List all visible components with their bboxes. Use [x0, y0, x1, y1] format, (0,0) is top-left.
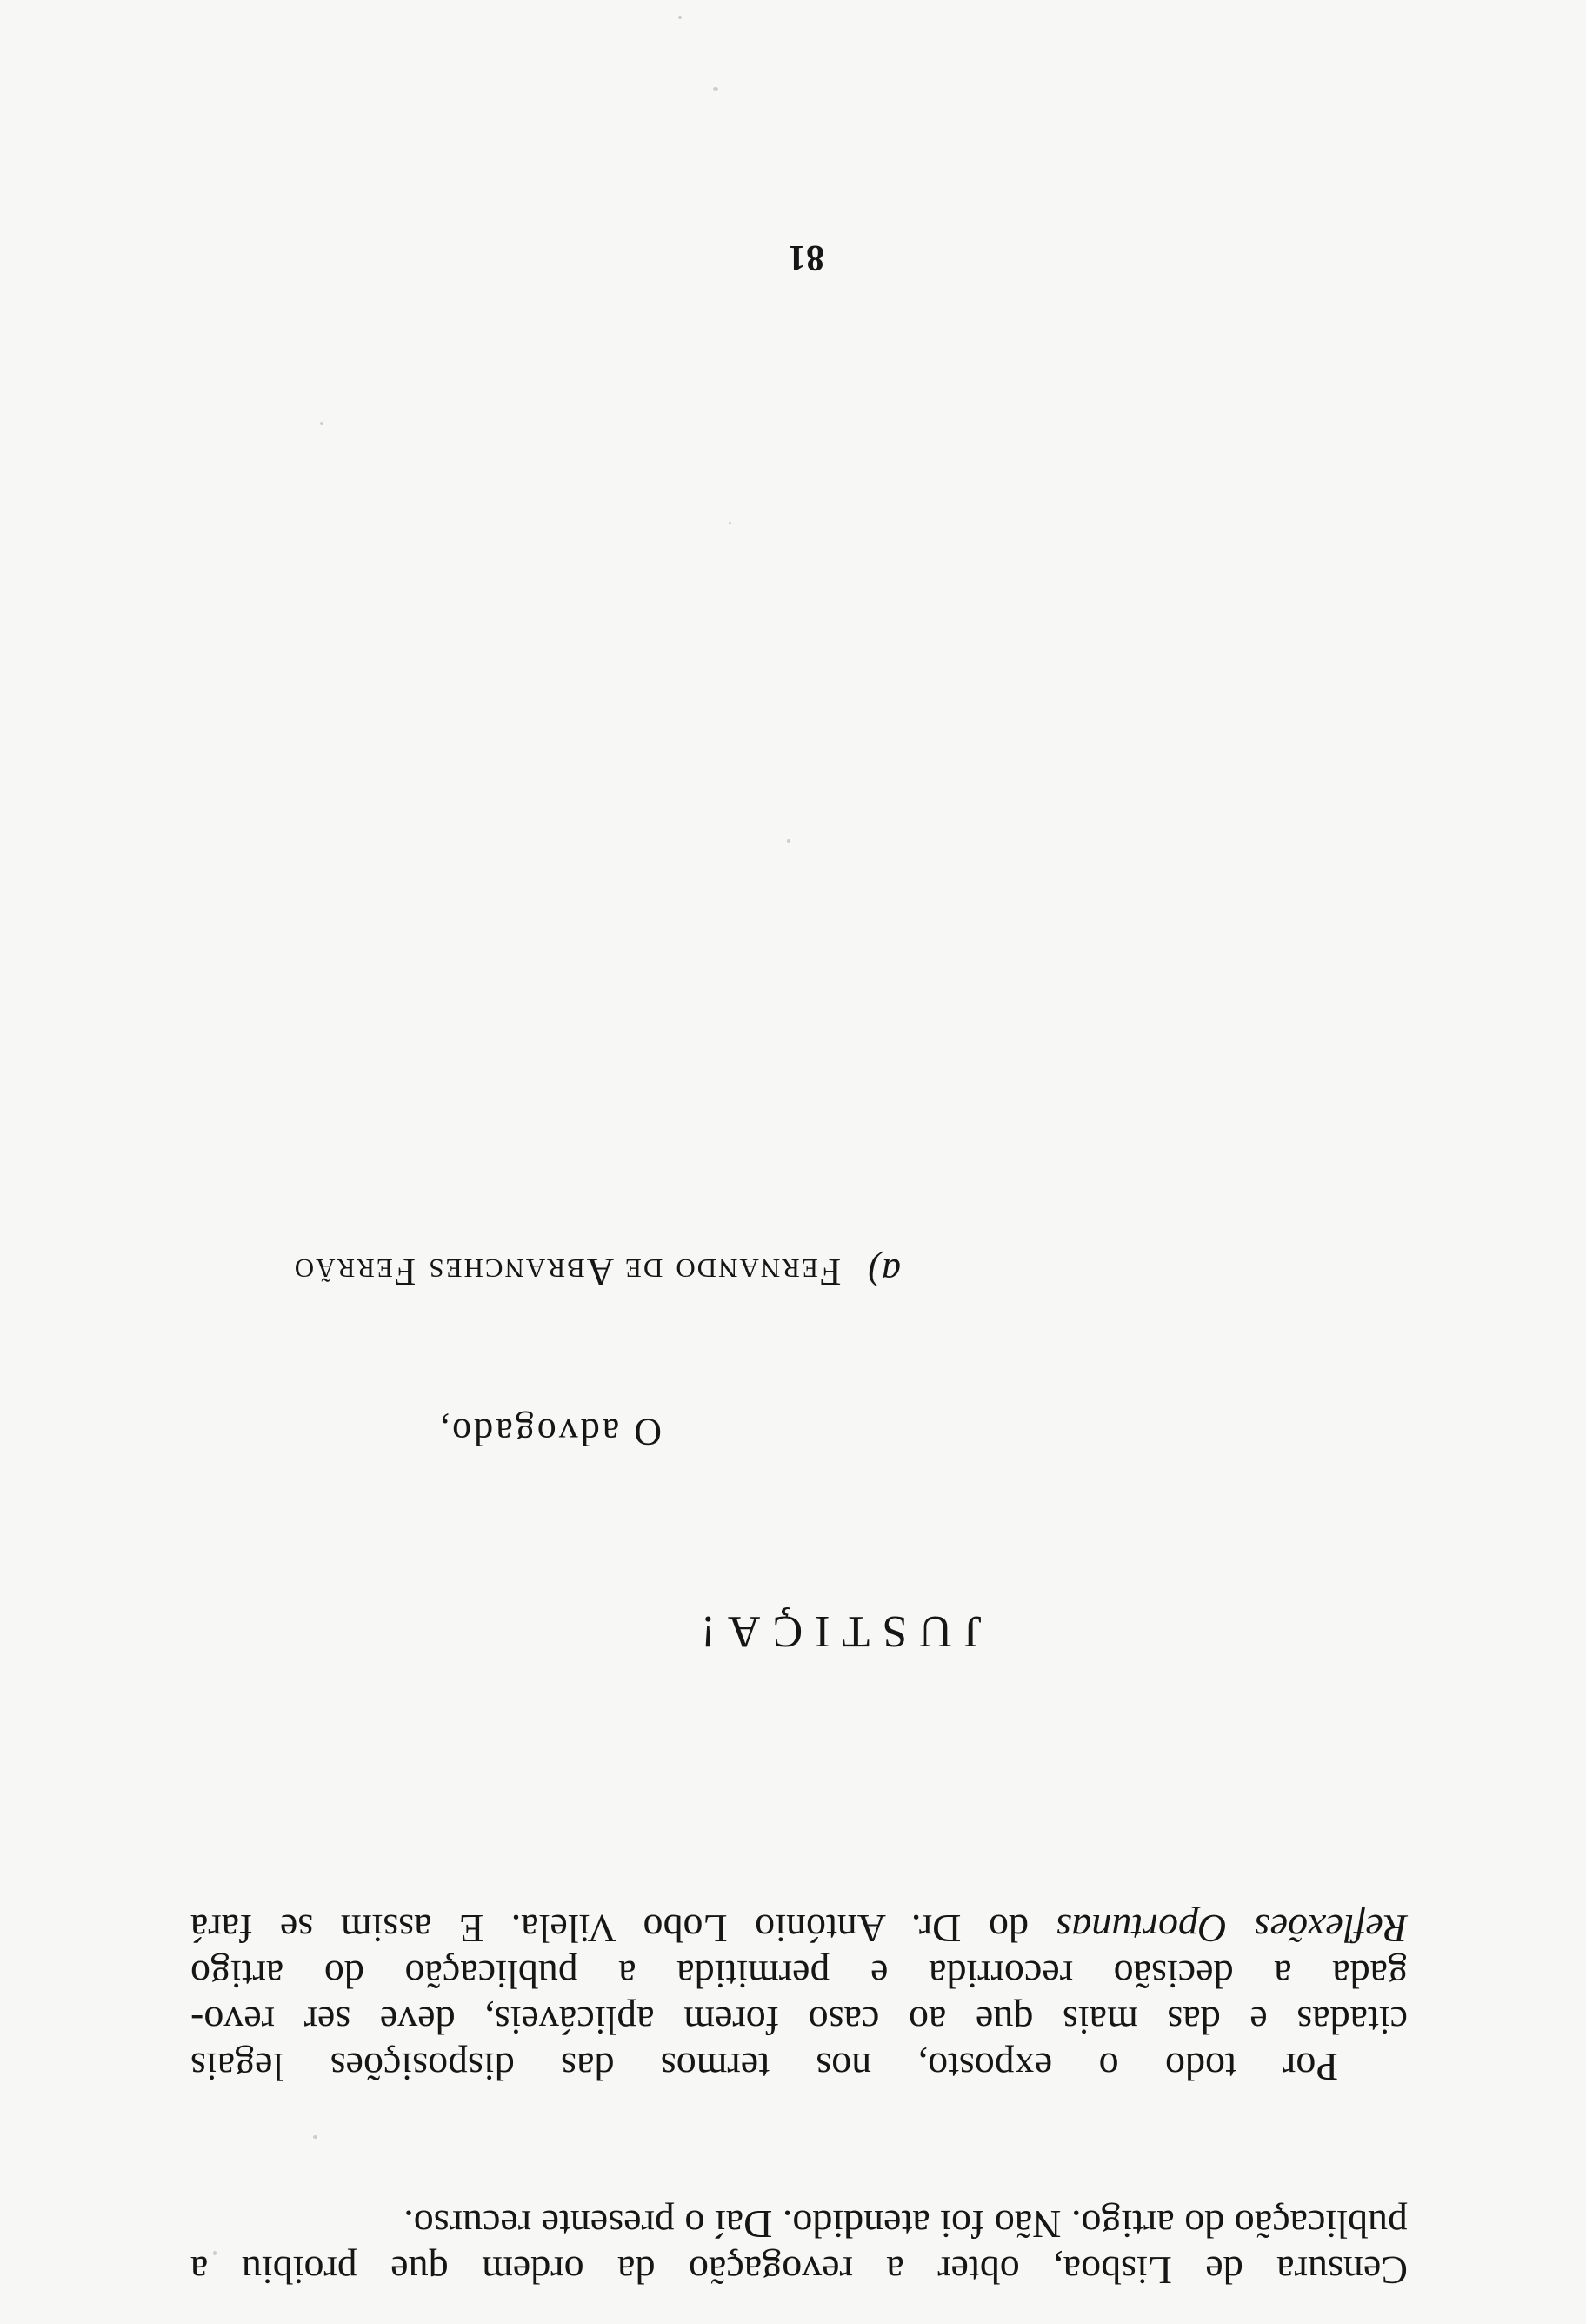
body-paragraph-1	[190, 2201, 1408, 2294]
scan-speck	[313, 2135, 317, 2139]
text-line: publicação do artigo. Não foi atendido. Daí o presente recurso.	[403, 2202, 1408, 2247]
scan-speck	[678, 16, 682, 19]
scan-speck	[213, 2251, 217, 2255]
text-line: Por todo o exposto, nos termos das disposições legais	[190, 2045, 1338, 2089]
scan-speck	[713, 87, 718, 91]
scan-speck	[787, 839, 790, 843]
closing-exclamation: JUSTIÇA!	[688, 1606, 982, 1656]
text-fragment: do Dr. António Lobo Vilela. E assim se fará	[190, 1907, 1056, 1951]
text-line: citadas e das mais que ao caso forem aplicáveis, deve ser revo-	[190, 1999, 1408, 2043]
body-paragraph-2	[190, 1906, 1408, 2090]
book-title: Reflexões Oportunas	[1056, 1907, 1408, 1951]
signature-mark: a)	[867, 1251, 901, 1293]
scan-speck	[729, 522, 731, 524]
scan-speck	[320, 422, 323, 425]
text-line: Censura de Lisboa, obter a revogação da ordem que proibiu a	[190, 2248, 1408, 2293]
signature-line	[293, 1250, 901, 1294]
text-line: gada a decisão recorrida e permitida a publicação do artigo	[190, 1953, 1408, 1997]
page-number: 81	[788, 237, 824, 277]
text-line	[190, 1906, 1408, 1952]
signatory-name: Fernando de Abranches Ferrão	[292, 1251, 842, 1293]
signatory-role: O advogado,	[437, 1411, 662, 1453]
